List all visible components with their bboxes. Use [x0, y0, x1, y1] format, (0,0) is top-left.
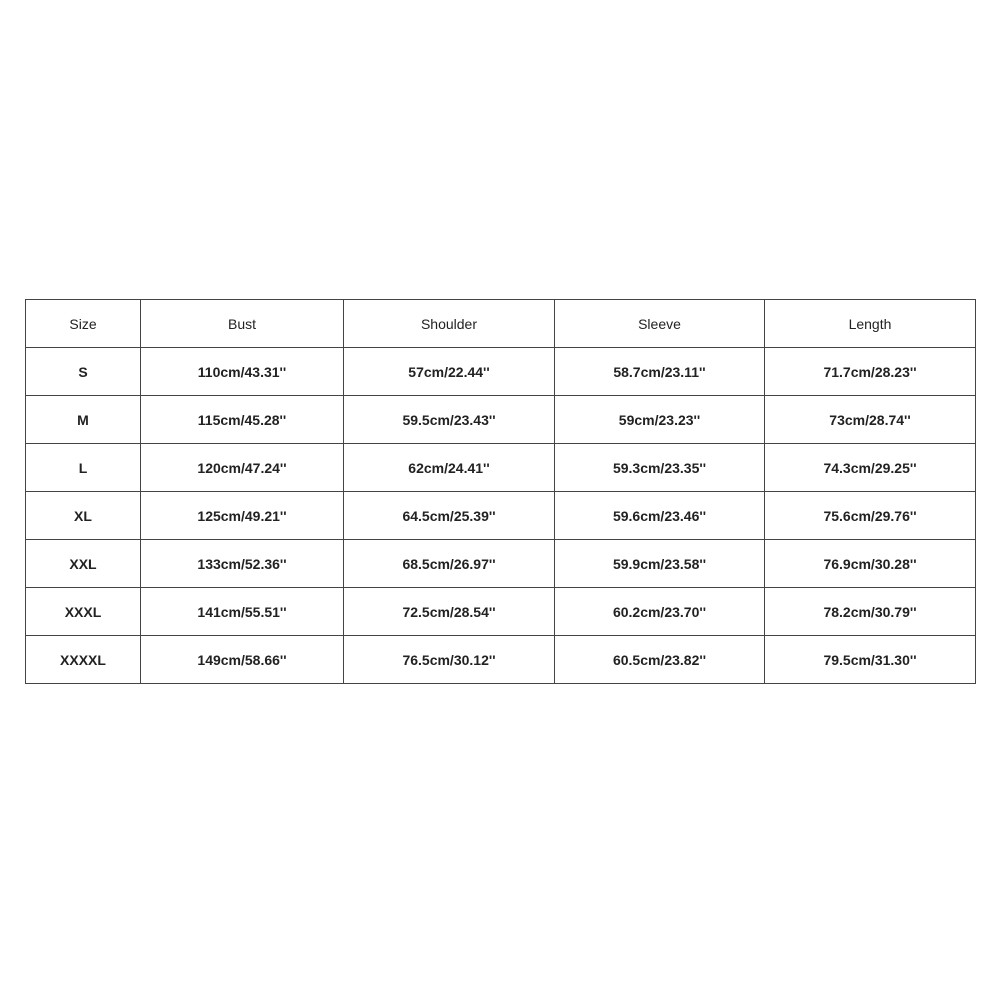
cell-sleeve: 58.7cm/23.11'' — [555, 348, 765, 396]
cell-shoulder: 68.5cm/26.97'' — [344, 540, 555, 588]
table-row — [26, 588, 976, 636]
cell-size: S — [26, 348, 141, 396]
cell-sleeve: 59cm/23.23'' — [555, 396, 765, 444]
cell-bust: 141cm/55.51'' — [141, 588, 344, 636]
cell-bust: 133cm/52.36'' — [141, 540, 344, 588]
cell-size: XXXL — [26, 588, 141, 636]
cell-bust: 125cm/49.21'' — [141, 492, 344, 540]
cell-sleeve: 59.3cm/23.35'' — [555, 444, 765, 492]
cell-length: 75.6cm/29.76'' — [765, 492, 976, 540]
cell-length: 79.5cm/31.30'' — [765, 636, 976, 684]
cell-size: XL — [26, 492, 141, 540]
table-row — [26, 492, 976, 540]
cell-sleeve: 59.6cm/23.46'' — [555, 492, 765, 540]
cell-shoulder: 76.5cm/30.12'' — [344, 636, 555, 684]
header-shoulder: Shoulder — [344, 300, 555, 348]
table-row — [26, 348, 976, 396]
cell-length: 78.2cm/30.79'' — [765, 588, 976, 636]
header-sleeve: Sleeve — [555, 300, 765, 348]
cell-sleeve: 60.2cm/23.70'' — [555, 588, 765, 636]
cell-bust: 110cm/43.31'' — [141, 348, 344, 396]
cell-bust: 115cm/45.28'' — [141, 396, 344, 444]
table-row — [26, 444, 976, 492]
header-row — [26, 300, 976, 348]
cell-sleeve: 59.9cm/23.58'' — [555, 540, 765, 588]
cell-size: M — [26, 396, 141, 444]
cell-shoulder: 64.5cm/25.39'' — [344, 492, 555, 540]
header-length: Length — [765, 300, 976, 348]
cell-shoulder: 62cm/24.41'' — [344, 444, 555, 492]
table-row — [26, 396, 976, 444]
cell-sleeve: 60.5cm/23.82'' — [555, 636, 765, 684]
table-row — [26, 540, 976, 588]
cell-length: 73cm/28.74'' — [765, 396, 976, 444]
cell-bust: 149cm/58.66'' — [141, 636, 344, 684]
cell-size: L — [26, 444, 141, 492]
cell-length: 74.3cm/29.25'' — [765, 444, 976, 492]
cell-length: 76.9cm/30.28'' — [765, 540, 976, 588]
cell-shoulder: 57cm/22.44'' — [344, 348, 555, 396]
cell-size: XXXXL — [26, 636, 141, 684]
size-chart-table — [25, 299, 976, 684]
cell-shoulder: 72.5cm/28.54'' — [344, 588, 555, 636]
cell-size: XXL — [26, 540, 141, 588]
cell-bust: 120cm/47.24'' — [141, 444, 344, 492]
header-bust: Bust — [141, 300, 344, 348]
table-row — [26, 636, 976, 684]
cell-length: 71.7cm/28.23'' — [765, 348, 976, 396]
header-size: Size — [26, 300, 141, 348]
cell-shoulder: 59.5cm/23.43'' — [344, 396, 555, 444]
